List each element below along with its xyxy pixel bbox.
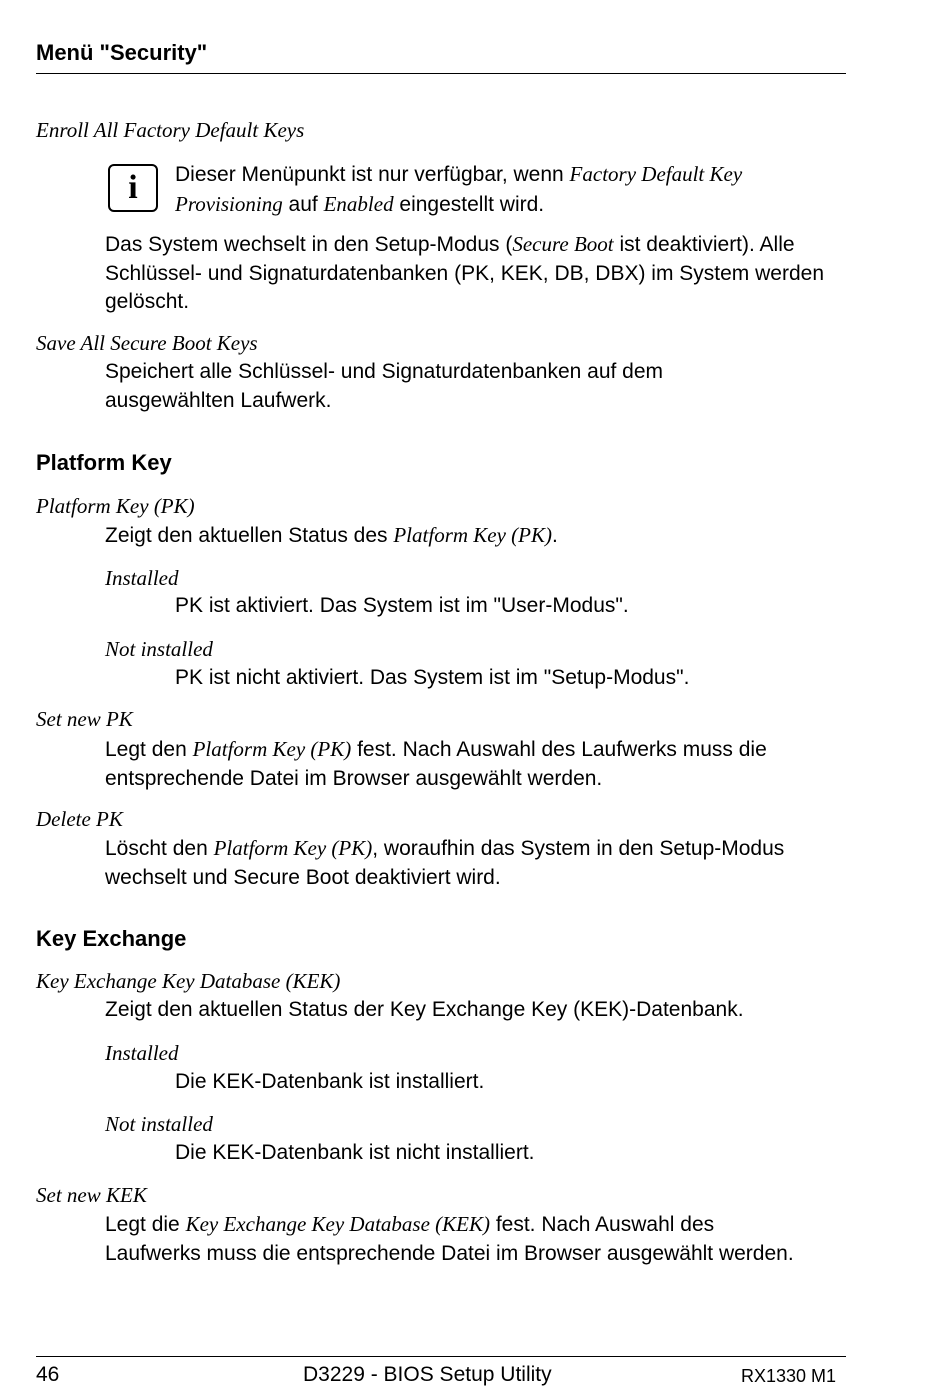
desc-kek-database: Zeigt den aktuellen Status der Key Exchange Key (KEK)-Datenbank.	[105, 998, 744, 1021]
page-header-title: Menü "Security"	[36, 40, 208, 65]
term-kek-installed: Installed	[105, 1041, 179, 1065]
term-enroll-factory-keys: Enroll All Factory Default Keys	[36, 118, 305, 142]
desc-pk-installed: PK ist aktiviert. Das System ist im "User-Modus".	[175, 594, 629, 617]
term-set-new-pk: Set new PK	[36, 707, 133, 731]
info-icon: i	[108, 164, 158, 212]
footer-model: RX1330 M1	[741, 1366, 837, 1386]
footer-divider	[36, 1356, 846, 1357]
term-kek-not-installed: Not installed	[105, 1112, 213, 1136]
term-kek-database: Key Exchange Key Database (KEK)	[36, 969, 341, 993]
term-delete-pk: Delete PK	[36, 807, 123, 831]
footer-page-number: 46	[36, 1363, 60, 1386]
header-divider	[36, 73, 846, 74]
desc-enroll-factory-keys: Das System wechselt in den Setup-Modus (Secure Boot ist deaktiviert). Alle Schlüssel- und Signaturdatenbanken (PK, KEK, DB, DBX) im System werden gelöscht.	[105, 232, 825, 313]
desc-kek-not-installed: Die KEK-Datenbank ist nicht installiert.	[175, 1141, 535, 1164]
term-set-new-kek: Set new KEK	[36, 1183, 147, 1207]
desc-set-new-kek: Legt die Key Exchange Key Database (KEK) fest. Nach Auswahl des Laufwerks muss die entsprechende Datei im Browser ausgewählt werden.	[105, 1212, 794, 1265]
term-pk-not-installed: Not installed	[105, 637, 213, 661]
footer-document-title: D3229 - BIOS Setup Utility	[303, 1363, 552, 1386]
term-platform-key: Platform Key (PK)	[36, 494, 195, 518]
section-heading-platform-key: Platform Key	[36, 450, 172, 475]
term-save-secure-boot-keys: Save All Secure Boot Keys	[36, 331, 258, 355]
section-heading-key-exchange: Key Exchange	[36, 926, 187, 951]
desc-platform-key: Zeigt den aktuellen Status des Platform Key (PK).	[105, 523, 558, 547]
desc-save-secure-boot-keys: Speichert alle Schlüssel- und Signaturdatenbanken auf dem ausgewählten Laufwerk.	[105, 360, 664, 412]
desc-delete-pk: Löscht den Platform Key (PK), woraufhin das System in den Setup-Modus wechselt und Secure Boot deaktiviert wird.	[105, 836, 785, 889]
desc-kek-installed: Die KEK-Datenbank ist installiert.	[175, 1070, 485, 1093]
desc-set-new-pk: Legt den Platform Key (PK) fest. Nach Auswahl des Laufwerks muss die entsprechende Datei im Browser ausgewählt werden.	[105, 737, 767, 790]
info-note: Dieser Menüpunkt ist nur verfügbar, wenn Factory Default Key Provisioning auf Enabled eingestellt wird.	[175, 162, 743, 216]
desc-pk-not-installed: PK ist nicht aktiviert. Das System ist im "Setup-Modus".	[175, 666, 690, 689]
term-pk-installed: Installed	[105, 566, 179, 590]
